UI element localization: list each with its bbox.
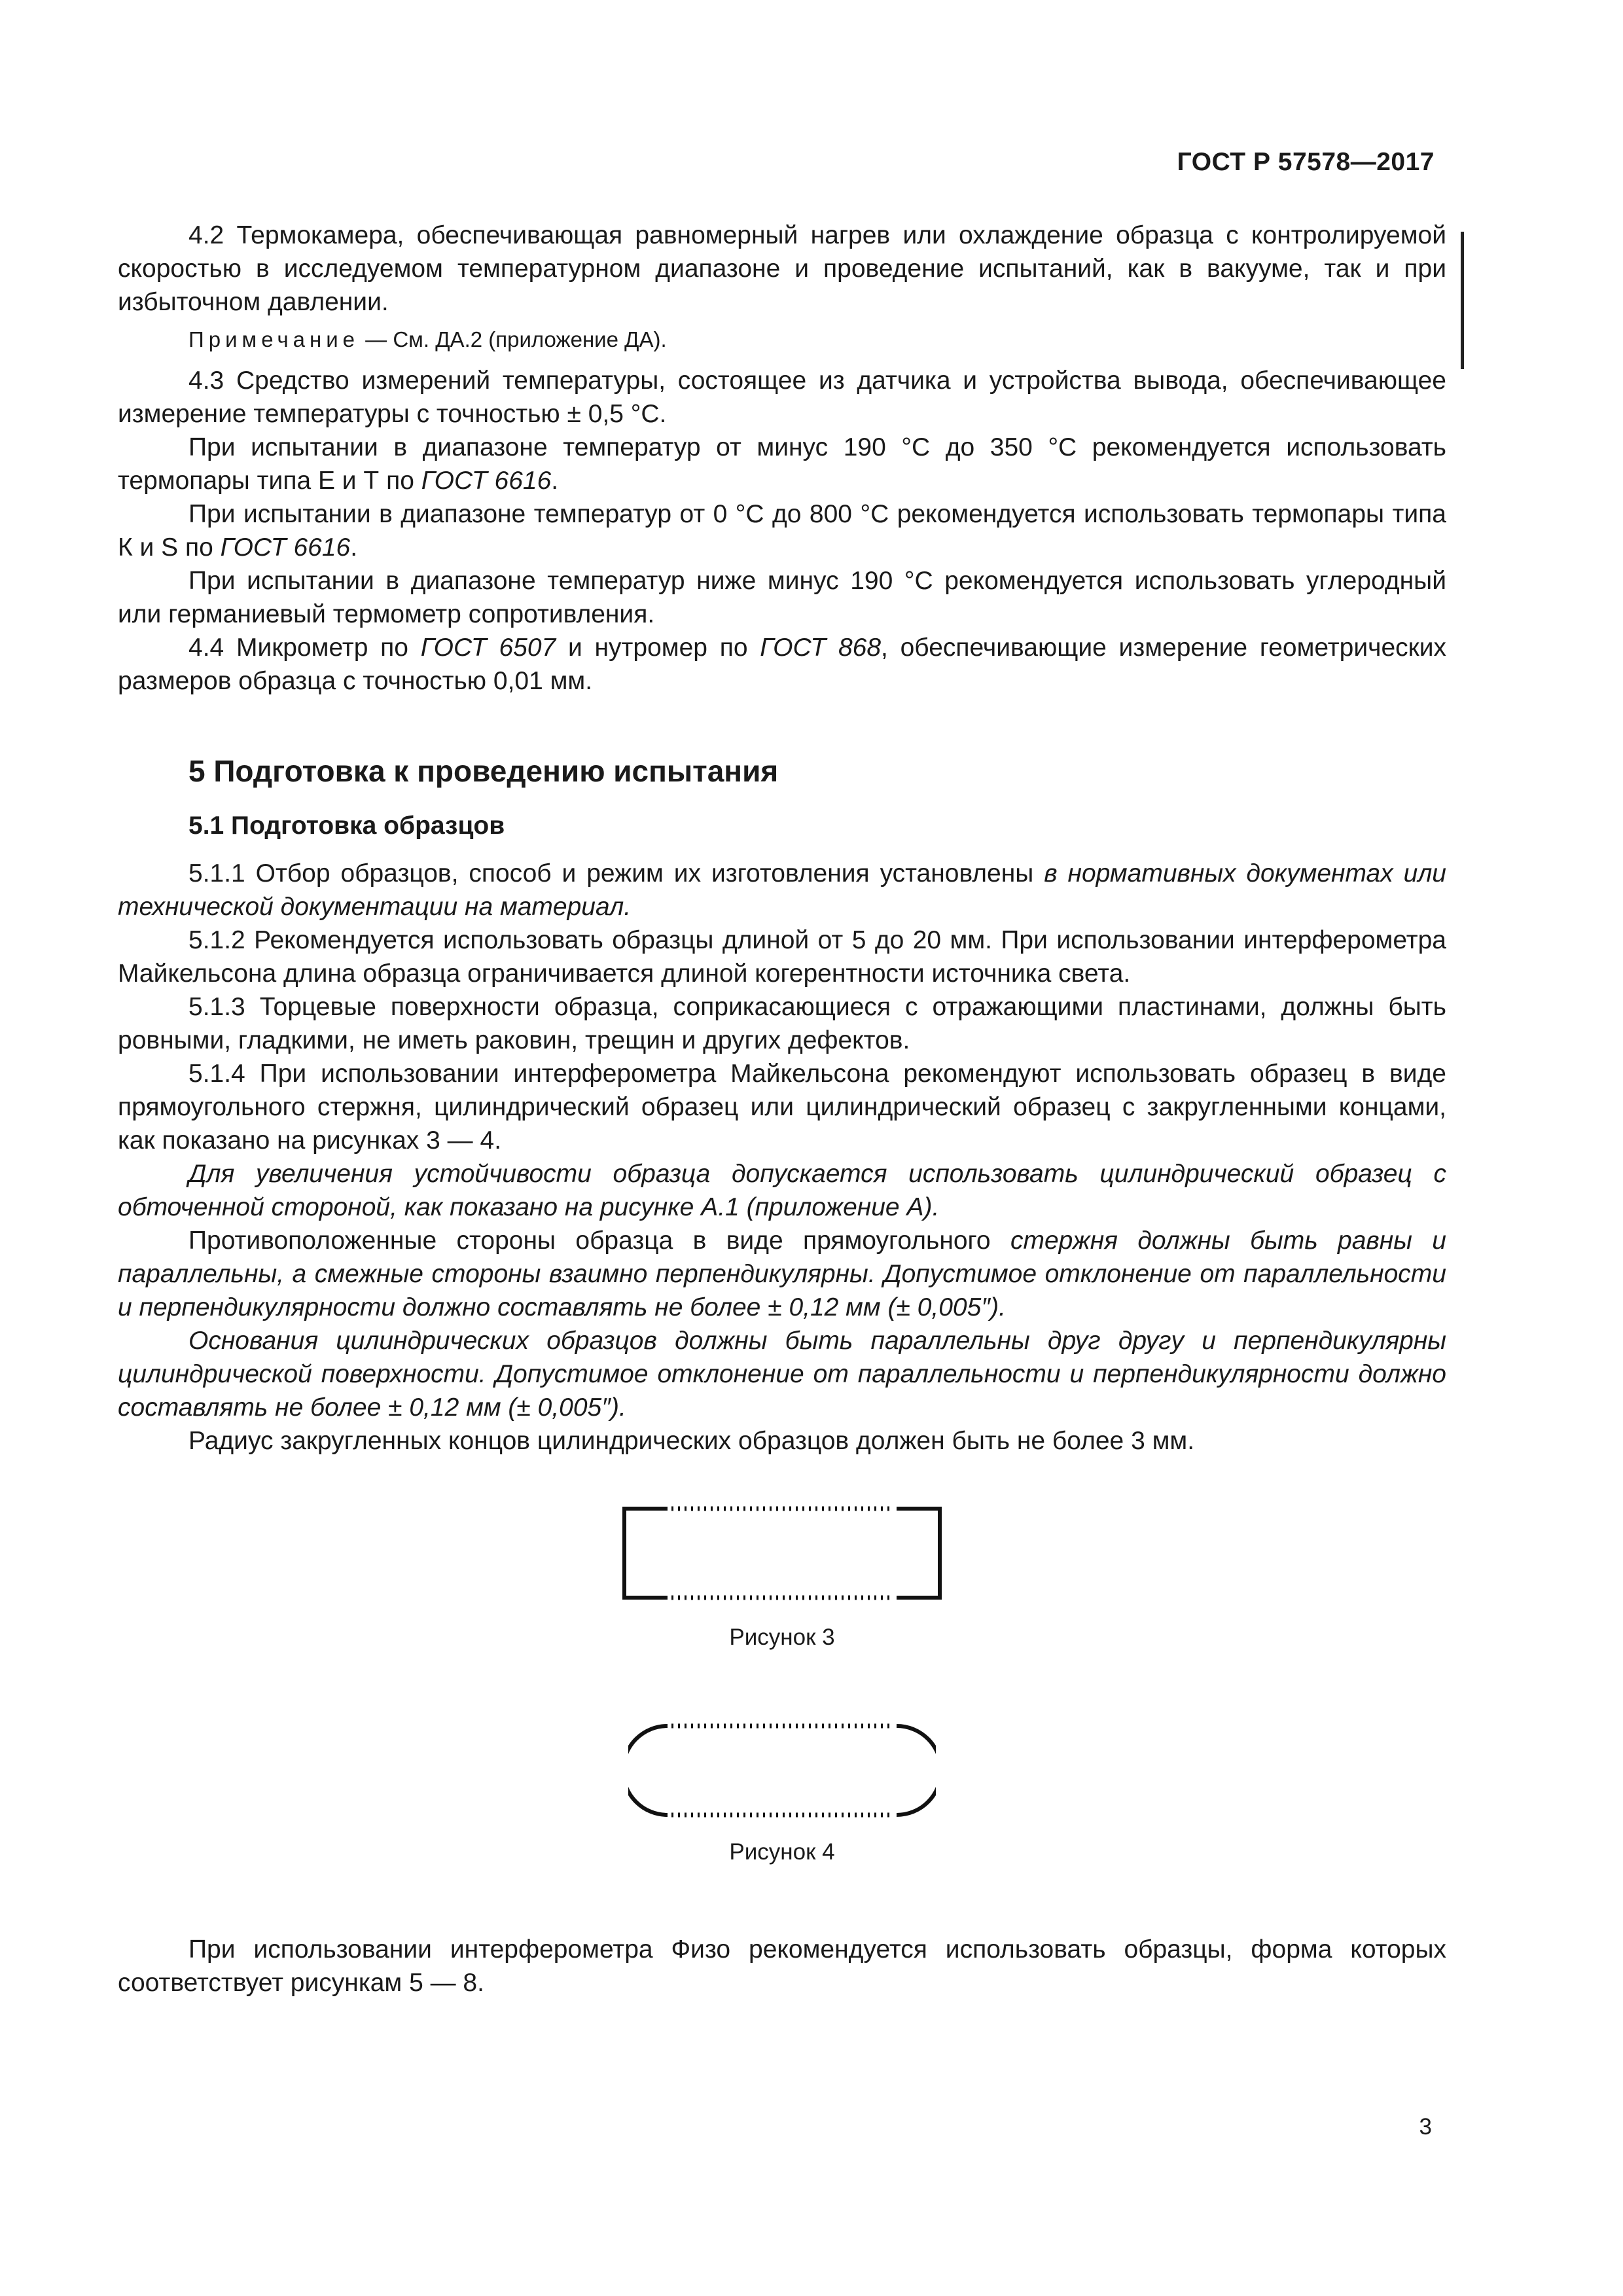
- para-5-1-1-italic: в нормативных документах или технической документации на материал.: [118, 859, 1446, 921]
- para-5-1-4-a: [118, 1157, 1446, 1224]
- para-5-1-1: [118, 857, 1446, 924]
- figure-4: [118, 1721, 1446, 1820]
- para-4-4: [118, 631, 1446, 698]
- para-4-4-end: , обеспечивающие измерение геометрических размеров образца с точностью 0,01 мм.: [118, 634, 1446, 695]
- para-4-3-a: [118, 431, 1446, 497]
- para-5-1-4-b-italic: стержня должны быть равны и параллельны, а смежные стороны взаимно перпендикулярны. Допустимое отклонение от параллельности и перпендикулярности должно составлять не более ± 0,12 мм (± 0,005″).: [118, 1227, 1446, 1321]
- para-5-1-3: 5.1.3 Торцевые поверхности образца, соприкасающиеся с отражающими пластинами, должны быть ровными, гладкими, не иметь раковин, трещин и других дефектов.: [118, 993, 1446, 1054]
- page-content: [118, 219, 1446, 2000]
- para-5-1-4: 5.1.4 При использовании интерферометра Майкельсона рекомендуют использовать образец в виде прямоугольного стержня, цилиндрический образец или цилиндрический образец с закругленными концами, как показано на рисунках 3 — 4.: [118, 1060, 1446, 1155]
- figure-3: [118, 1498, 1446, 1608]
- para-5-1-4-c-italic: Основания цилиндрических образцов должны быть параллельны друг другу и перпендикулярны цилиндрической поверхности. Допустимое отклонение от параллельности и перпендикулярности должно составлять не более ± 0,12 мм (± 0,005″).: [118, 1327, 1446, 1422]
- document-code: ГОСТ Р 57578—2017: [1177, 148, 1435, 176]
- para-5-1-4-b: [118, 1224, 1446, 1324]
- para-5-1-4-c: [118, 1324, 1446, 1424]
- para-5-1-4-a-italic: Для увеличения устойчивости образца допускается использовать цилиндрический образец с обточенной стороной, как показано на рисунке А.1 (приложение А).: [118, 1160, 1446, 1221]
- ref-gost-6616-b: ГОСТ 6616: [220, 533, 351, 562]
- para-4-3-c: При испытании в диапазоне температур ниже минус 190 °С рекомендуется использовать углеродный или германиевый термометр сопротивления.: [118, 567, 1446, 628]
- para-4-3-a-text: При испытании в диапазоне температур от минус 190 °С до 350 °С рекомендуется использовать термопары типа Е и Т по: [118, 433, 1446, 495]
- note-4-2: [118, 323, 1446, 356]
- rounded-cylinder-drawing: [628, 1721, 936, 1820]
- ref-gost-6616-a: ГОСТ 6616: [421, 467, 552, 495]
- para-4-4-text: 4.4 Микрометр по: [188, 634, 421, 662]
- para-4-3: 4.3 Средство измерений температуры, состоящее из датчика и устройства вывода, обеспечивающее измерение температуры с точностью ± 0,5 °С.: [118, 367, 1446, 428]
- ref-gost-868: ГОСТ 868: [760, 634, 882, 662]
- ref-gost-6507: ГОСТ 6507: [420, 634, 556, 662]
- figure-3-caption: Рисунок 3: [729, 1624, 835, 1650]
- para-5-1-4-b-text: Противоположенные стороны образца в виде прямоугольного: [188, 1227, 1010, 1255]
- para-4-3-b-text: При испытании в диапазоне температур от 0 °С до 800 °С рекомендуется использовать термопары типа К и S по: [118, 500, 1446, 562]
- para-4-3-b-end: .: [350, 533, 358, 562]
- note-text: — См. ДА.2 (приложение ДА).: [359, 327, 667, 351]
- para-5-1-1-text: 5.1.1 Отбор образцов, способ и режим их изготовления установлены: [188, 859, 1044, 888]
- page-number: 3: [1419, 2114, 1432, 2140]
- subsection-5-1-title: 5.1 Подготовка образцов: [188, 812, 505, 840]
- para-4-3-a-end: .: [551, 467, 559, 495]
- note-label: Примечание: [188, 327, 360, 351]
- change-bar: [1461, 232, 1464, 369]
- figure-4-caption: Рисунок 4: [729, 1839, 835, 1865]
- para-5-1-4-d: Радиус закругленных концов цилиндрических образцов должен быть не более 3 мм.: [188, 1427, 1195, 1455]
- section-5-title: 5 Подготовка к проведению испытания: [188, 754, 779, 788]
- para-fizeau: При использовании интерферометра Физо рекомендуется использовать образцы, форма которых соответствует рисункам 5 — 8.: [118, 1935, 1446, 1997]
- para-4-4-mid: и нутромер по: [556, 634, 760, 662]
- para-4-3-b: [118, 497, 1446, 564]
- para-4-2: 4.2 Термокамера, обеспечивающая равномерный нагрев или охлаждение образца с контролируемой скоростью в исследуемом температурном диапазоне и проведение испытаний, как в вакууме, так и при избыточном давлении.: [118, 221, 1446, 316]
- para-5-1-2: 5.1.2 Рекомендуется использовать образцы длиной от 5 до 20 мм. При использовании интерферометра Майкельсона длина образца ограничивается длиной когерентности источника света.: [118, 926, 1446, 988]
- rectangular-rod-drawing: [622, 1498, 942, 1608]
